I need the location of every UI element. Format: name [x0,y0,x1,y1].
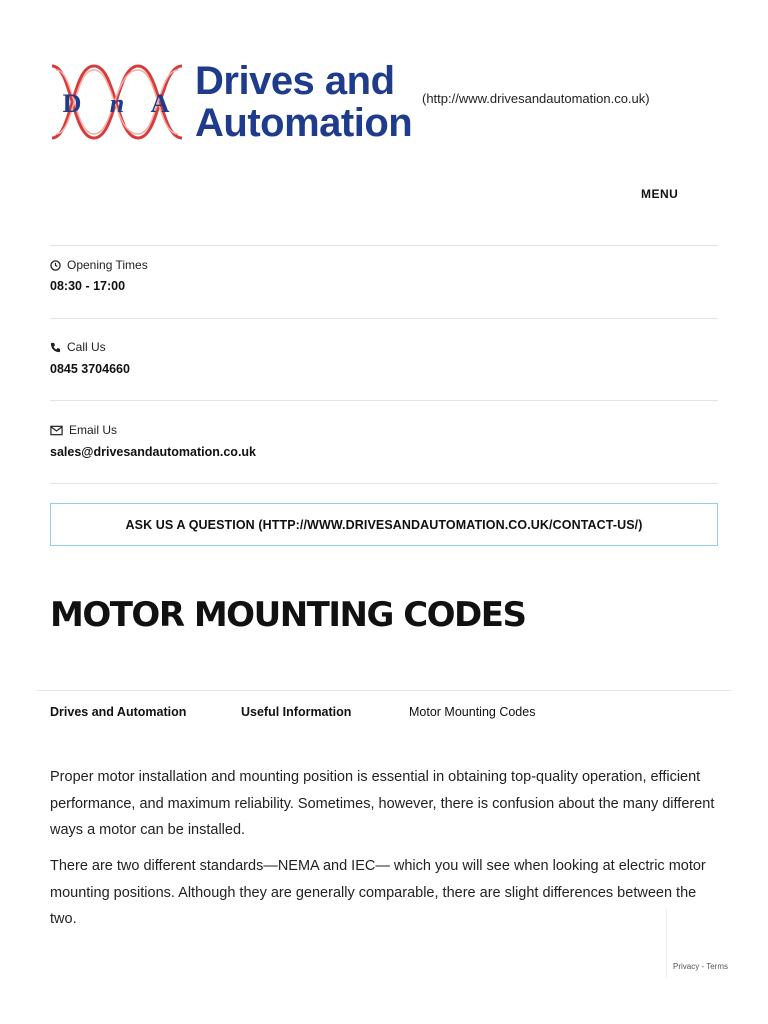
phone-number-link[interactable]: 0845 3704660 [50,362,130,376]
brand-line-1: Drives and [195,59,395,103]
brand-name [195,60,412,144]
breadcrumb-home[interactable]: Drives and Automation [50,705,187,719]
recaptcha-separator: - [699,962,707,971]
email-us-label: Email Us [69,423,118,437]
email-link[interactable]: sales@drivesandautomation.co.uk [50,445,256,459]
recaptcha-links [673,962,728,971]
breadcrumb-divider [36,690,732,691]
site-logo[interactable] [50,58,420,146]
envelope-icon [50,425,63,436]
ask-question-button[interactable]: ASK US A QUESTION (HTTP://WWW.DRIVESANDAUTOMATION.CO.UK/CONTACT-US/) [50,503,718,546]
opening-times-block [50,245,718,318]
content-paragraph-1: Proper motor installation and mounting position is essential in obtaining top-quality operation, efficient performance, and maximum reliability. Sometimes, however, there is confusion about the many different ways a motor can be installed. [50,769,715,838]
logo-initial-d: D [62,89,82,118]
dna-helix-logo [50,60,184,144]
content-paragraph-2: There are two different standards—NEMA and IEC— which you will see when looking at electric motor mounting positions. Although they are generally comparable, there are slight differences between the two. [50,858,706,927]
breadcrumb-useful-information[interactable]: Useful Information [241,705,352,719]
phone-icon [50,342,61,353]
page-title: MOTOR MOUNTING CODES [50,595,526,635]
brand-line-2: Automation [195,101,413,145]
call-us-label: Call Us [67,340,106,354]
call-us-block [50,318,718,401]
recaptcha-terms-link[interactable]: Terms [706,962,728,971]
divider [50,483,718,484]
breadcrumb-current: Motor Mounting Codes [409,705,536,719]
recaptcha-privacy-link[interactable]: Privacy [673,962,700,971]
clock-icon [50,260,61,271]
opening-times-value: 08:30 - 17:00 [50,279,126,293]
opening-times-label: Opening Times [67,258,148,272]
logo-initial-a: A [150,89,170,118]
site-header [50,58,730,148]
menu-button[interactable]: MENU [641,187,679,201]
logo-initial-n: n [109,89,125,118]
email-us-block [50,400,718,484]
site-url-link[interactable]: (http://www.drivesandautomation.co.uk) [422,91,650,106]
